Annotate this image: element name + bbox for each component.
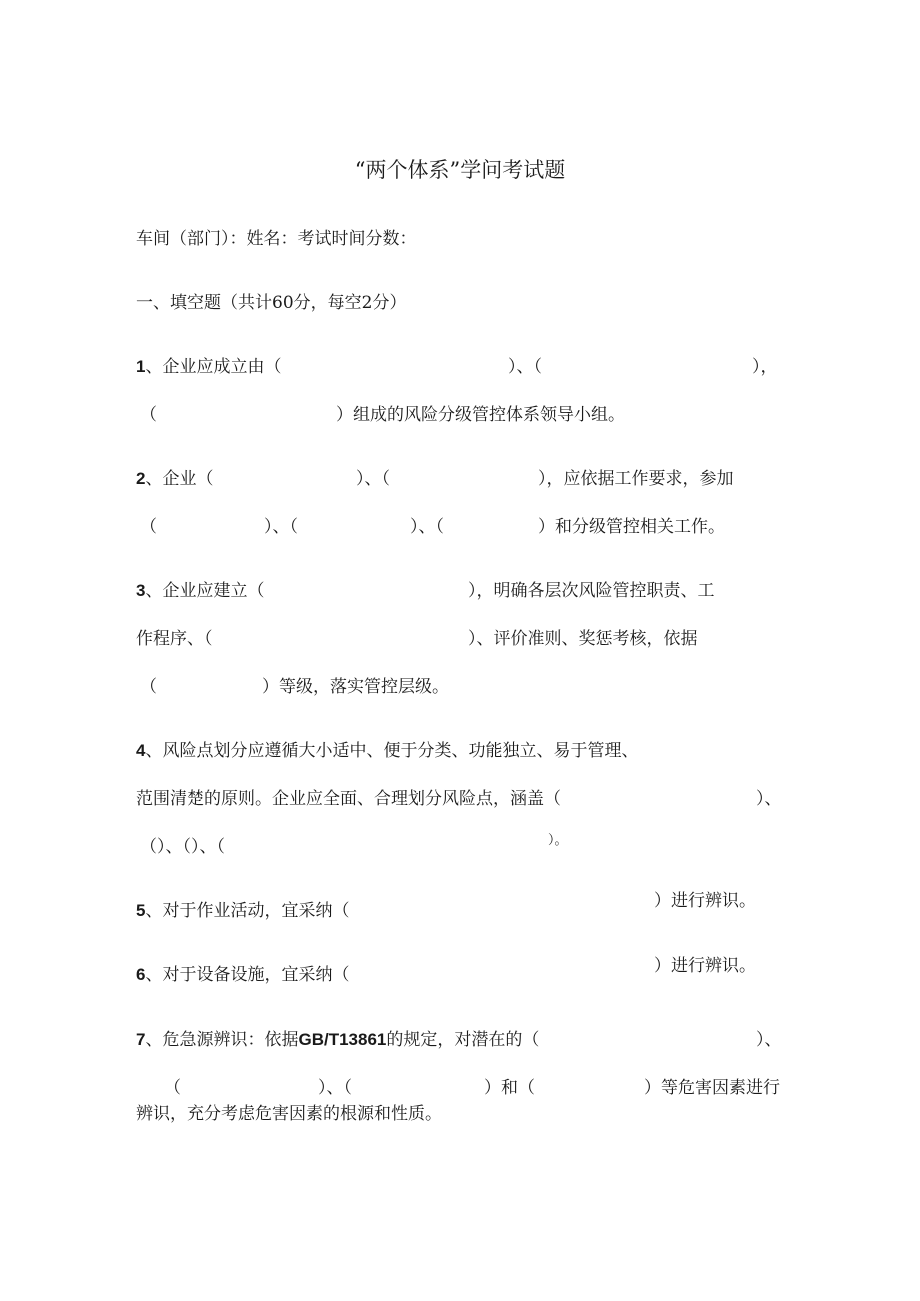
question-text: ），明确各层次风险管控职责、工: [468, 581, 715, 601]
question-text: 、风险点划分应遵循大小适中、便于分类、功能独立、易于管理、: [145, 741, 639, 761]
exam-header-fields: 车间（部门）：姓名：考试时间分数：: [136, 229, 417, 249]
question-text: （: [140, 517, 157, 537]
question-number: 3: [136, 581, 146, 600]
standard-code: GB/T13861: [298, 1030, 387, 1049]
section-heading-fill-blank: 一、填空题（共计60分，每空2分）: [136, 293, 407, 313]
question-text: 辨识，充分考虑危害因素的根源和性质。: [136, 1104, 442, 1124]
question-number: 1: [136, 357, 146, 376]
question-text: ）等级，落实管控层级。: [262, 677, 449, 697]
question-text: ）、（: [356, 469, 390, 489]
question-text: 范围清楚的原则。企业应全面、合理划分风险点，涵盖（: [136, 789, 561, 809]
question-text: ），应依据工作要求，参加: [538, 469, 734, 489]
question-number: 4: [136, 741, 146, 760]
question-text: 的规定，对潜在的（: [386, 1030, 540, 1050]
question-text: （）、（）、（: [140, 837, 225, 857]
question-text: （: [164, 1078, 181, 1098]
question-text: ）、（: [508, 357, 542, 377]
question-text: ）、（: [264, 517, 298, 537]
question-number: 2: [136, 469, 146, 488]
question-text: （: [140, 677, 157, 697]
question-text: ）、: [756, 1030, 782, 1050]
question-text: ）进行辨识。: [654, 956, 756, 976]
question-text: ）和（: [484, 1078, 535, 1098]
question-text: ）、（: [318, 1078, 352, 1098]
question-text: 、对于设备设施，宜采纳（: [145, 965, 350, 985]
question-text: ）。: [548, 833, 568, 848]
question-text: ）等危害因素进行: [644, 1078, 780, 1098]
question-text: ）进行辨识。: [654, 891, 756, 911]
question-text: 、危急源辨识：依据: [145, 1030, 299, 1050]
exam-title: “两个体系”学问考试题: [354, 158, 566, 182]
question-number: 7: [136, 1030, 146, 1049]
question-text: （: [140, 405, 157, 425]
question-text: 、对于作业活动，宜采纳（: [145, 901, 350, 921]
question-text: 作程序、（: [136, 629, 213, 649]
question-number: 6: [136, 965, 146, 984]
question-text: 、企业应成立由（: [145, 357, 282, 377]
question-text: ）和分级管控相关工作。: [538, 517, 725, 537]
question-text: ）、（: [410, 517, 444, 537]
question-text: ）组成的风险分级管控体系领导小组。: [336, 405, 625, 425]
question-text: ），: [752, 357, 778, 377]
question-number: 5: [136, 901, 146, 920]
question-text: 、企业（: [145, 469, 214, 489]
question-text: 、企业应建立（: [145, 581, 265, 601]
question-text: ）、: [756, 789, 782, 809]
question-text: ）、评价准则、奖惩考核，依据: [468, 629, 698, 649]
